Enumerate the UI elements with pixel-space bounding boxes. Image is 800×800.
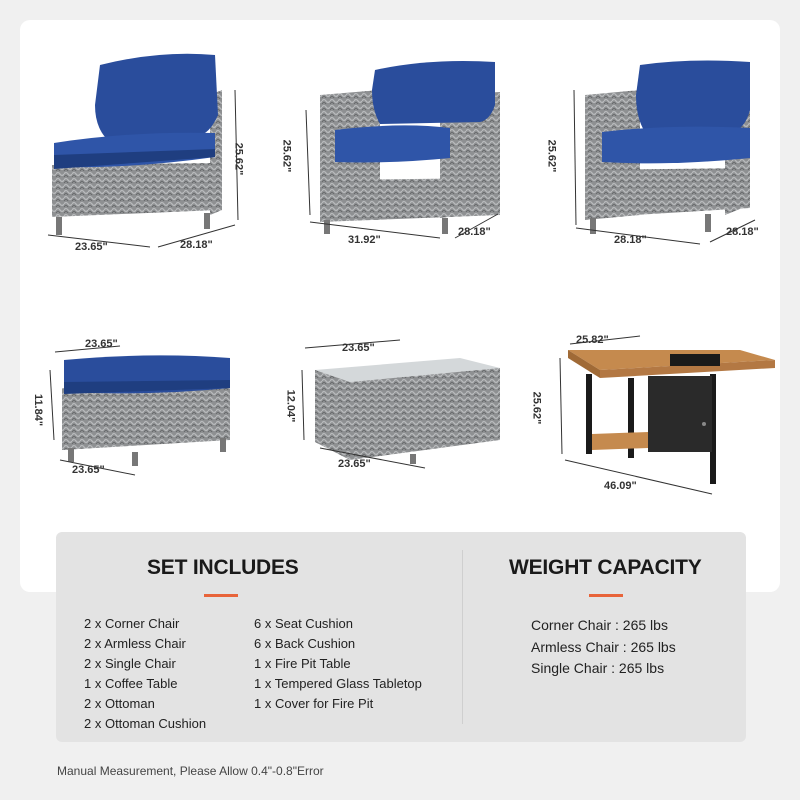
armless-chair-depth: 28.18" bbox=[726, 226, 759, 238]
list-item: 2 x Ottoman bbox=[84, 696, 155, 711]
fire-pit-table-height: 25.62" bbox=[530, 391, 543, 425]
coffee-table bbox=[284, 330, 520, 490]
single-chair-height: 25.62" bbox=[280, 139, 293, 173]
list-item: 2 x Armless Chair bbox=[84, 636, 186, 651]
coffee-table-depth: 23.65" bbox=[338, 458, 371, 470]
list-item: Corner Chair : 265 lbs bbox=[531, 617, 668, 633]
corner-chair-height: 25.62" bbox=[232, 142, 245, 176]
corner-chair bbox=[40, 45, 260, 260]
list-item: 2 x Corner Chair bbox=[84, 616, 180, 631]
coffee-table-width: 23.65" bbox=[342, 342, 375, 354]
weight-capacity-title: WEIGHT CAPACITY bbox=[509, 556, 702, 579]
set-includes-list-right bbox=[254, 614, 422, 714]
list-item: 1 x Coffee Table bbox=[84, 676, 178, 691]
armless-chair-height: 25.62" bbox=[545, 139, 558, 173]
single-chair-depth: 28.18" bbox=[458, 226, 491, 238]
list-item: 1 x Fire Pit Table bbox=[254, 656, 351, 671]
set-includes-accent bbox=[204, 594, 238, 597]
list-item: 6 x Seat Cushion bbox=[254, 616, 354, 631]
fire-pit-table-length: 46.09" bbox=[604, 480, 637, 492]
single-chair bbox=[280, 50, 510, 265]
fire-pit-table-depth: 25.82" bbox=[576, 334, 609, 346]
list-item: 6 x Back Cushion bbox=[254, 636, 356, 651]
list-item: Single Chair : 265 lbs bbox=[531, 660, 665, 676]
set-includes-title: SET INCLUDES bbox=[147, 556, 299, 579]
corner-chair-width: 23.65" bbox=[75, 241, 108, 253]
measurement-footnote: Manual Measurement, Please Allow 0.4"-0.8"Error bbox=[57, 764, 324, 778]
list-item: 1 x Tempered Glass Tabletop bbox=[254, 676, 422, 691]
list-item: 2 x Single Chair bbox=[84, 656, 176, 671]
corner-chair-depth: 28.18" bbox=[180, 239, 213, 251]
set-includes-list-left bbox=[84, 614, 206, 734]
ottoman-height: 11.84" bbox=[32, 393, 45, 427]
list-item: 1 x Cover for Fire Pit bbox=[254, 696, 374, 711]
corner-chair-illustration bbox=[40, 45, 260, 260]
fire-pit-table bbox=[530, 330, 780, 505]
fire-pit-table-illustration bbox=[540, 330, 780, 505]
list-item: Armless Chair : 265 lbs bbox=[531, 638, 676, 655]
armless-chair bbox=[540, 50, 770, 265]
weight-capacity-list bbox=[531, 615, 676, 680]
info-panel bbox=[56, 532, 746, 742]
list-item: 2 x Ottoman Cushion bbox=[84, 716, 207, 731]
coffee-table-illustration bbox=[290, 330, 520, 490]
ottoman-depth: 23.65" bbox=[72, 464, 105, 476]
ottoman bbox=[32, 330, 260, 490]
coffee-table-height: 12.04" bbox=[284, 389, 297, 423]
weight-capacity-accent bbox=[589, 594, 623, 597]
panel-divider bbox=[462, 550, 463, 724]
single-chair-width: 31.92" bbox=[348, 234, 381, 246]
armless-chair-width: 28.18" bbox=[614, 234, 647, 246]
ottoman-width: 23.65" bbox=[85, 338, 118, 350]
